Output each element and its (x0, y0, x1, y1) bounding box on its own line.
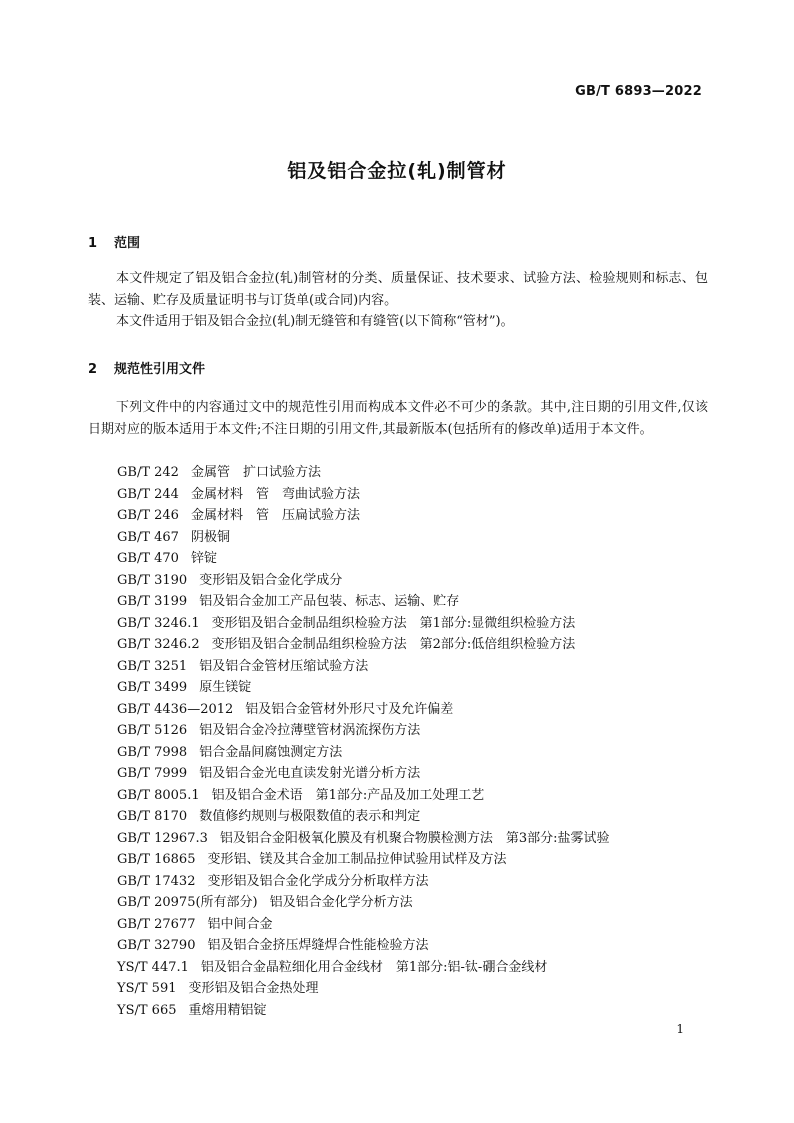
reference-item (117, 505, 610, 527)
reference-item (117, 1000, 610, 1022)
reference-item (117, 935, 610, 957)
reference-code: GB/T 20975(所有部分) (117, 895, 258, 910)
reference-title: 变形铝及铝合金热处理 (188, 981, 319, 996)
reference-item (117, 806, 610, 828)
reference-code: GB/T 17432 (117, 873, 196, 889)
reference-item (117, 720, 610, 742)
section-2-heading (88, 358, 205, 377)
reference-title: 金属材料 管 弯曲试验方法 (190, 486, 360, 502)
reference-title: 锌锭 (190, 551, 217, 566)
reference-code: GB/T 3499 (117, 680, 188, 695)
reference-title: 铝及铝合金管材压缩试验方法 (199, 658, 369, 674)
reference-item (117, 634, 610, 656)
reference-title: 铝及铝合金术语 第1部分:产品及加工处理工艺 (211, 787, 485, 803)
page-number: 1 (676, 1022, 684, 1036)
reference-title: 铝及铝合金冷拉薄壁管材涡流探伤方法 (199, 723, 421, 738)
reference-item (117, 699, 610, 721)
reference-title: 铝及铝合金阳极氧化膜及有机聚合物膜检测方法 第3部分:盐雾试验 (219, 830, 610, 846)
reference-code: GB/T 244 (117, 486, 179, 502)
reference-item (117, 914, 610, 936)
reference-item (117, 656, 610, 678)
reference-title: 铝及铝合金光电直读发射光谱分析方法 (199, 766, 421, 781)
section-title: 范围 (114, 236, 141, 251)
reference-title: 变形铝及铝合金化学成分分析取样方法 (207, 873, 429, 889)
standard-code: GB/T 6893—2022 (575, 84, 702, 99)
reference-code: GB/T 246 (117, 508, 179, 523)
reference-item (117, 570, 610, 592)
reference-item (117, 978, 610, 1000)
reference-code: YS/T 591 (117, 981, 177, 996)
reference-title: 数值修约规则与极限数值的表示和判定 (199, 809, 421, 824)
reference-title: 变形铝及铝合金化学成分 (199, 572, 343, 588)
reference-code: GB/T 4436—2012 (117, 701, 234, 717)
reference-title: 金属材料 管 压扁试验方法 (190, 508, 360, 523)
reference-list (117, 462, 610, 1021)
reference-title: 变形铝、镁及其合金加工制品拉伸试验用试样及方法 (207, 852, 507, 867)
reference-title: 变形铝及铝合金制品组织检验方法 第1部分:显微组织检验方法 (211, 615, 576, 631)
section-title: 规范性引用文件 (114, 362, 206, 377)
reference-code: GB/T 467 (117, 529, 179, 545)
reference-code: GB/T 32790 (117, 938, 196, 953)
document-title: 铝及铝合金拉(轧)制管材 (287, 160, 507, 182)
reference-code: GB/T 12967.3 (117, 830, 208, 846)
reference-code: GB/T 3246.2 (117, 637, 200, 652)
reference-code: GB/T 27677 (117, 916, 196, 932)
reference-code: YS/T 447.1 (117, 959, 189, 975)
reference-code: GB/T 8170 (117, 809, 188, 824)
reference-item (117, 742, 610, 764)
reference-item (117, 548, 610, 570)
reference-item (117, 462, 610, 484)
section-number: 2 (88, 362, 98, 377)
reference-code: GB/T 7998 (117, 744, 188, 760)
reference-item (117, 849, 610, 871)
reference-title: 阴极铜 (190, 529, 230, 545)
reference-title: 铝及铝合金加工产品包装、标志、运输、贮存 (199, 594, 460, 609)
section-1-heading (88, 232, 140, 251)
reference-code: YS/T 665 (117, 1002, 177, 1018)
reference-title: 铝合金晶间腐蚀测定方法 (199, 744, 343, 760)
reference-code: GB/T 3246.1 (117, 615, 200, 631)
section-number: 1 (88, 236, 98, 251)
reference-title: 铝及铝合金挤压焊缝焊合性能检验方法 (207, 938, 429, 953)
reference-title: 变形铝及铝合金制品组织检验方法 第2部分:低倍组织检验方法 (211, 637, 576, 652)
reference-item (117, 613, 610, 635)
normative-references-intro: 下列文件中的内容通过文中的规范性引用而构成本文件必不可少的条款。其中,注日期的引用文件,仅该日期对应的版本适用于本文件;不注日期的引用文件,其最新版本(包括所有的修改单)适用于本文件。 (88, 400, 708, 437)
reference-title: 铝及铝合金晶粒细化用合金线材 第1部分:铝-钛-硼合金线材 (200, 959, 548, 975)
reference-item (117, 763, 610, 785)
reference-code: GB/T 470 (117, 551, 179, 566)
reference-title: 铝及铝合金管材外形尺寸及允许偏差 (245, 701, 454, 717)
reference-title: 铝及铝合金化学分析方法 (269, 895, 413, 910)
reference-title: 铝中间合金 (207, 916, 273, 932)
reference-item (117, 957, 610, 979)
reference-title: 重熔用精铝锭 (188, 1002, 267, 1018)
reference-code: GB/T 16865 (117, 852, 196, 867)
reference-title: 原生镁锭 (199, 680, 252, 695)
reference-code: GB/T 3199 (117, 594, 188, 609)
reference-code: GB/T 242 (117, 465, 179, 480)
reference-item (117, 871, 610, 893)
reference-item (117, 785, 610, 807)
scope-paragraph-2: 本文件适用于铝及铝合金拉(轧)制无缝管和有缝管(以下简称“管材”)。 (116, 314, 514, 329)
reference-item (117, 484, 610, 506)
reference-code: GB/T 3190 (117, 572, 188, 588)
reference-item (117, 892, 610, 914)
scope-paragraph-1: 本文件规定了铝及铝合金拉(轧)制管材的分类、质量保证、技术要求、试验方法、检验规则和标志、包装、运输、贮存及质量证明书与订货单(或合同)内容。 (88, 271, 708, 308)
reference-item (117, 527, 610, 549)
reference-code: GB/T 5126 (117, 723, 188, 738)
reference-code: GB/T 7999 (117, 766, 188, 781)
reference-item (117, 591, 610, 613)
reference-item (117, 677, 610, 699)
reference-code: GB/T 3251 (117, 658, 188, 674)
reference-item (117, 828, 610, 850)
reference-code: GB/T 8005.1 (117, 787, 200, 803)
reference-title: 金属管 扩口试验方法 (190, 465, 321, 480)
